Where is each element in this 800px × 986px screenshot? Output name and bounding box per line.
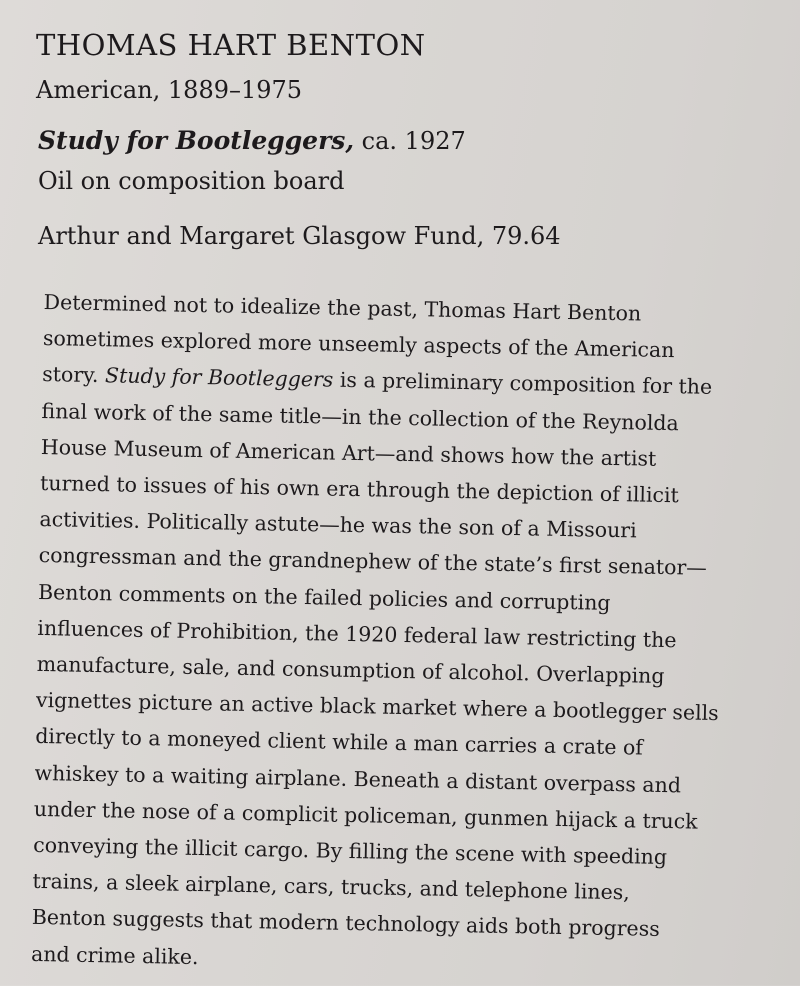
artwork-title-line — [38, 126, 466, 155]
description-line: influences of Prohibition, the 1920 federal law restricting the — [37, 615, 677, 653]
description-text: is a preliminary composition for the — [333, 367, 713, 400]
description-paragraph — [31, 284, 764, 986]
description-italic-title: Study for Bootleggers — [104, 363, 334, 392]
description-line: Benton suggests that modern technology aids both progress — [31, 905, 660, 942]
description-line: and crime alike. — [30, 941, 199, 969]
description-line: sometimes explored more unseemly aspects of the American — [42, 326, 675, 363]
description-line: Determined not to idealize the past, Thomas Hart Benton — [43, 289, 642, 326]
artist-name: THOMAS HART BENTON — [36, 28, 426, 62]
artwork-date: ca. 1927 — [354, 127, 466, 155]
artwork-title: Study for Bootleggers, — [38, 126, 355, 155]
description-line: manufacture, sale, and consumption of alcohol. Overlapping — [36, 651, 665, 689]
description-line: activities. Politically astute—he was the son of a Missouri — [39, 507, 637, 543]
description-line: congressman and the grandnephew of the state’s first senator— — [38, 543, 708, 581]
artwork-medium: Oil on composition board — [38, 167, 345, 195]
description-line: Benton comments on the failed policies and corrupting — [37, 579, 611, 615]
description-line: under the nose of a complicit policeman, gunmen hijack a truck — [33, 796, 698, 834]
description-text: story. — [42, 362, 106, 388]
description-line: conveying the illicit cargo. By filling the scene with speeding — [32, 832, 668, 870]
description-line: vignettes picture an active black market where a bootlegger sells — [35, 688, 719, 726]
description-line: turned to issues of his own era through the depiction of illicit — [39, 470, 680, 508]
artist-nationality-dates: American, 1889–1975 — [36, 76, 303, 104]
description-line: whiskey to a waiting airplane. Beneath a distant overpass and — [34, 760, 682, 797]
description-line: final work of the same title—in the collection of the Reynolda — [41, 398, 679, 435]
description-line: House Museum of American Art—and shows how the artist — [40, 434, 657, 471]
description-line: trains, a sleek airplane, cars, trucks, and telephone lines, — [32, 869, 630, 905]
credit-line: Arthur and Margaret Glasgow Fund, 79.64 — [38, 222, 561, 250]
description-line: directly to a moneyed client while a man carries a crate of — [35, 724, 644, 761]
